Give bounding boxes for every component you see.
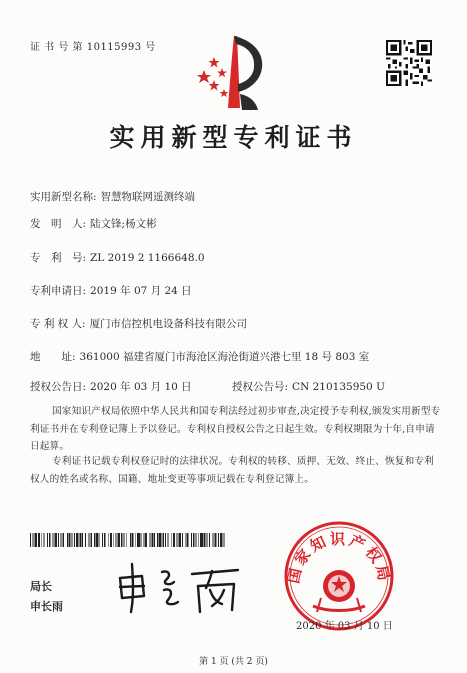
- field-label: 授权公告号:: [232, 381, 289, 393]
- barcode-bar: [191, 533, 192, 547]
- barcode-bar: [80, 533, 82, 547]
- barcode-bar: [126, 533, 127, 547]
- field-value: 智慧物联网遥测终端: [100, 191, 196, 203]
- barcode-bar: [143, 533, 144, 547]
- barcode-bar: [182, 533, 183, 547]
- barcode-bar: [130, 533, 131, 547]
- barcode-bar: [38, 533, 40, 547]
- field-value: 2020 年 03 月 10 日: [90, 381, 192, 393]
- barcode-icon: [30, 533, 226, 547]
- barcode-bar: [69, 533, 71, 547]
- barcode-bar: [141, 533, 142, 547]
- barcode-bar: [110, 533, 112, 547]
- barcode-bar: [218, 533, 219, 547]
- barcode-bar: [99, 533, 100, 547]
- barcode-bar: [67, 533, 68, 547]
- barcode-bar: [116, 533, 117, 547]
- body-paragraph-legal-status: 专利证书记载专利权登记时的法律状况。专利权的转移、质押、无效、终止、恢复和专利权人的姓名或名称、国籍、地址变更等事项记载在专利登记簿上。: [30, 456, 434, 485]
- barcode-bar: [206, 533, 207, 547]
- director-title: 局长: [30, 580, 52, 593]
- barcode-bar: [44, 533, 45, 547]
- field-patent-number: [30, 250, 205, 265]
- barcode-bar: [96, 533, 99, 547]
- field-label: 实用新型名称:: [30, 191, 97, 203]
- barcode-bar: [117, 533, 120, 547]
- barcode-bar: [135, 533, 136, 547]
- barcode-bar: [196, 533, 197, 547]
- barcode-bar: [121, 533, 123, 547]
- field-announcement-number: [232, 379, 385, 394]
- field-value: ZL 2019 2 1166648.0: [90, 252, 205, 264]
- barcode-bar: [145, 533, 147, 547]
- barcode-bar: [224, 533, 225, 547]
- barcode-bar: [193, 533, 195, 547]
- barcode-bar: [185, 533, 186, 547]
- barcode-bar: [108, 533, 109, 547]
- barcode-bar: [171, 533, 172, 547]
- field-label: 地 址:: [30, 351, 76, 363]
- barcode-bar: [71, 533, 72, 547]
- page-number: 第 1 页 (共 2 页): [199, 657, 268, 667]
- issue-date: 2020 年 03 月 10 日: [296, 621, 393, 632]
- barcode-bar: [89, 533, 90, 547]
- qr-code-icon: [386, 40, 432, 86]
- barcode-bar: [33, 533, 34, 547]
- field-patentee: [30, 316, 247, 331]
- barcode-bar: [94, 533, 95, 547]
- barcode-bar: [113, 533, 114, 547]
- barcode-bar: [168, 533, 169, 547]
- seal-text: 国家知识产权局: [284, 530, 394, 586]
- field-label: 专利申请日:: [30, 285, 87, 297]
- barcode-bar: [198, 533, 199, 547]
- barcode-bar: [215, 533, 217, 547]
- barcode-bar: [179, 533, 182, 547]
- field-value: 陆文锋;杨文彬: [90, 218, 157, 230]
- barcode-bar: [162, 533, 164, 547]
- barcode-bar: [85, 533, 86, 547]
- field-label: 专 利 权 人:: [30, 318, 86, 330]
- barcode-bar: [165, 533, 166, 547]
- barcode-bar: [177, 533, 178, 547]
- barcode-bar: [157, 533, 158, 547]
- body-paragraph-grant: 国家知识产权局依照中华人民共和国专利法经过初步审查,决定授予专利权,颁发实用新型专利证书并在专利登记簿上予以登记。专利权自授权公告之日起生效。专利权期限为十年,自申请日起算。: [30, 406, 441, 452]
- certificate-number: 证 书 号 第 10115993 号: [30, 42, 156, 53]
- barcode-bar: [137, 533, 140, 547]
- handwritten-signature: [112, 556, 242, 614]
- barcode-bar: [209, 533, 210, 547]
- cnipa-emblem-icon: [190, 30, 280, 112]
- official-seal-icon: [283, 520, 395, 632]
- barcode-bar: [30, 533, 31, 547]
- barcode-bar: [41, 533, 42, 547]
- barcode-bar: [90, 533, 92, 547]
- emblem-stars: [197, 57, 229, 97]
- barcode-bar: [62, 533, 64, 547]
- barcode-bar: [35, 533, 38, 547]
- field-inventors: [30, 216, 157, 231]
- barcode-bar: [76, 533, 79, 547]
- barcode-bar: [159, 533, 162, 547]
- director-name: 申长雨: [30, 600, 63, 613]
- field-value: 361000 福建省厦门市海沧区海沧街道兴港七里 18 号 803 室: [79, 351, 370, 363]
- barcode-bar: [132, 533, 134, 547]
- barcode-bar: [61, 533, 62, 547]
- barcode-bar: [150, 533, 151, 547]
- field-value: 2019 年 07 月 24 日: [90, 285, 192, 297]
- barcode-bar: [49, 533, 51, 547]
- field-utility-model-name: [30, 189, 195, 204]
- barcode-bar: [124, 533, 125, 547]
- field-label: 发 明 人:: [30, 218, 87, 230]
- field-announcement-date: [30, 379, 192, 394]
- barcode-bar: [200, 533, 203, 547]
- barcode-bar: [47, 533, 48, 547]
- barcode-bar: [187, 533, 189, 547]
- barcode-bar: [53, 533, 54, 547]
- barcode-bar: [220, 533, 223, 547]
- barcode-bar: [82, 533, 83, 547]
- barcode-bar: [213, 533, 214, 547]
- field-application-date: [30, 283, 192, 298]
- certificate-title: 实用新型专利证书: [109, 123, 358, 152]
- field-label: 专 利 号:: [30, 252, 87, 264]
- barcode-bar: [154, 533, 155, 547]
- barcode-bar: [102, 533, 103, 547]
- barcode-bar: [204, 533, 206, 547]
- barcode-bar: [74, 533, 75, 547]
- barcode-bar: [58, 533, 59, 547]
- barcode-bar: [54, 533, 57, 547]
- barcode-bar: [173, 533, 175, 547]
- field-address: [30, 349, 369, 364]
- field-label: 授权公告日:: [30, 381, 87, 393]
- field-value: 厦门市信控机电设备科技有限公司: [89, 318, 248, 330]
- field-value: CN 210135950 U: [292, 381, 385, 393]
- barcode-bar: [152, 533, 154, 547]
- barcode-bar: [104, 533, 106, 547]
